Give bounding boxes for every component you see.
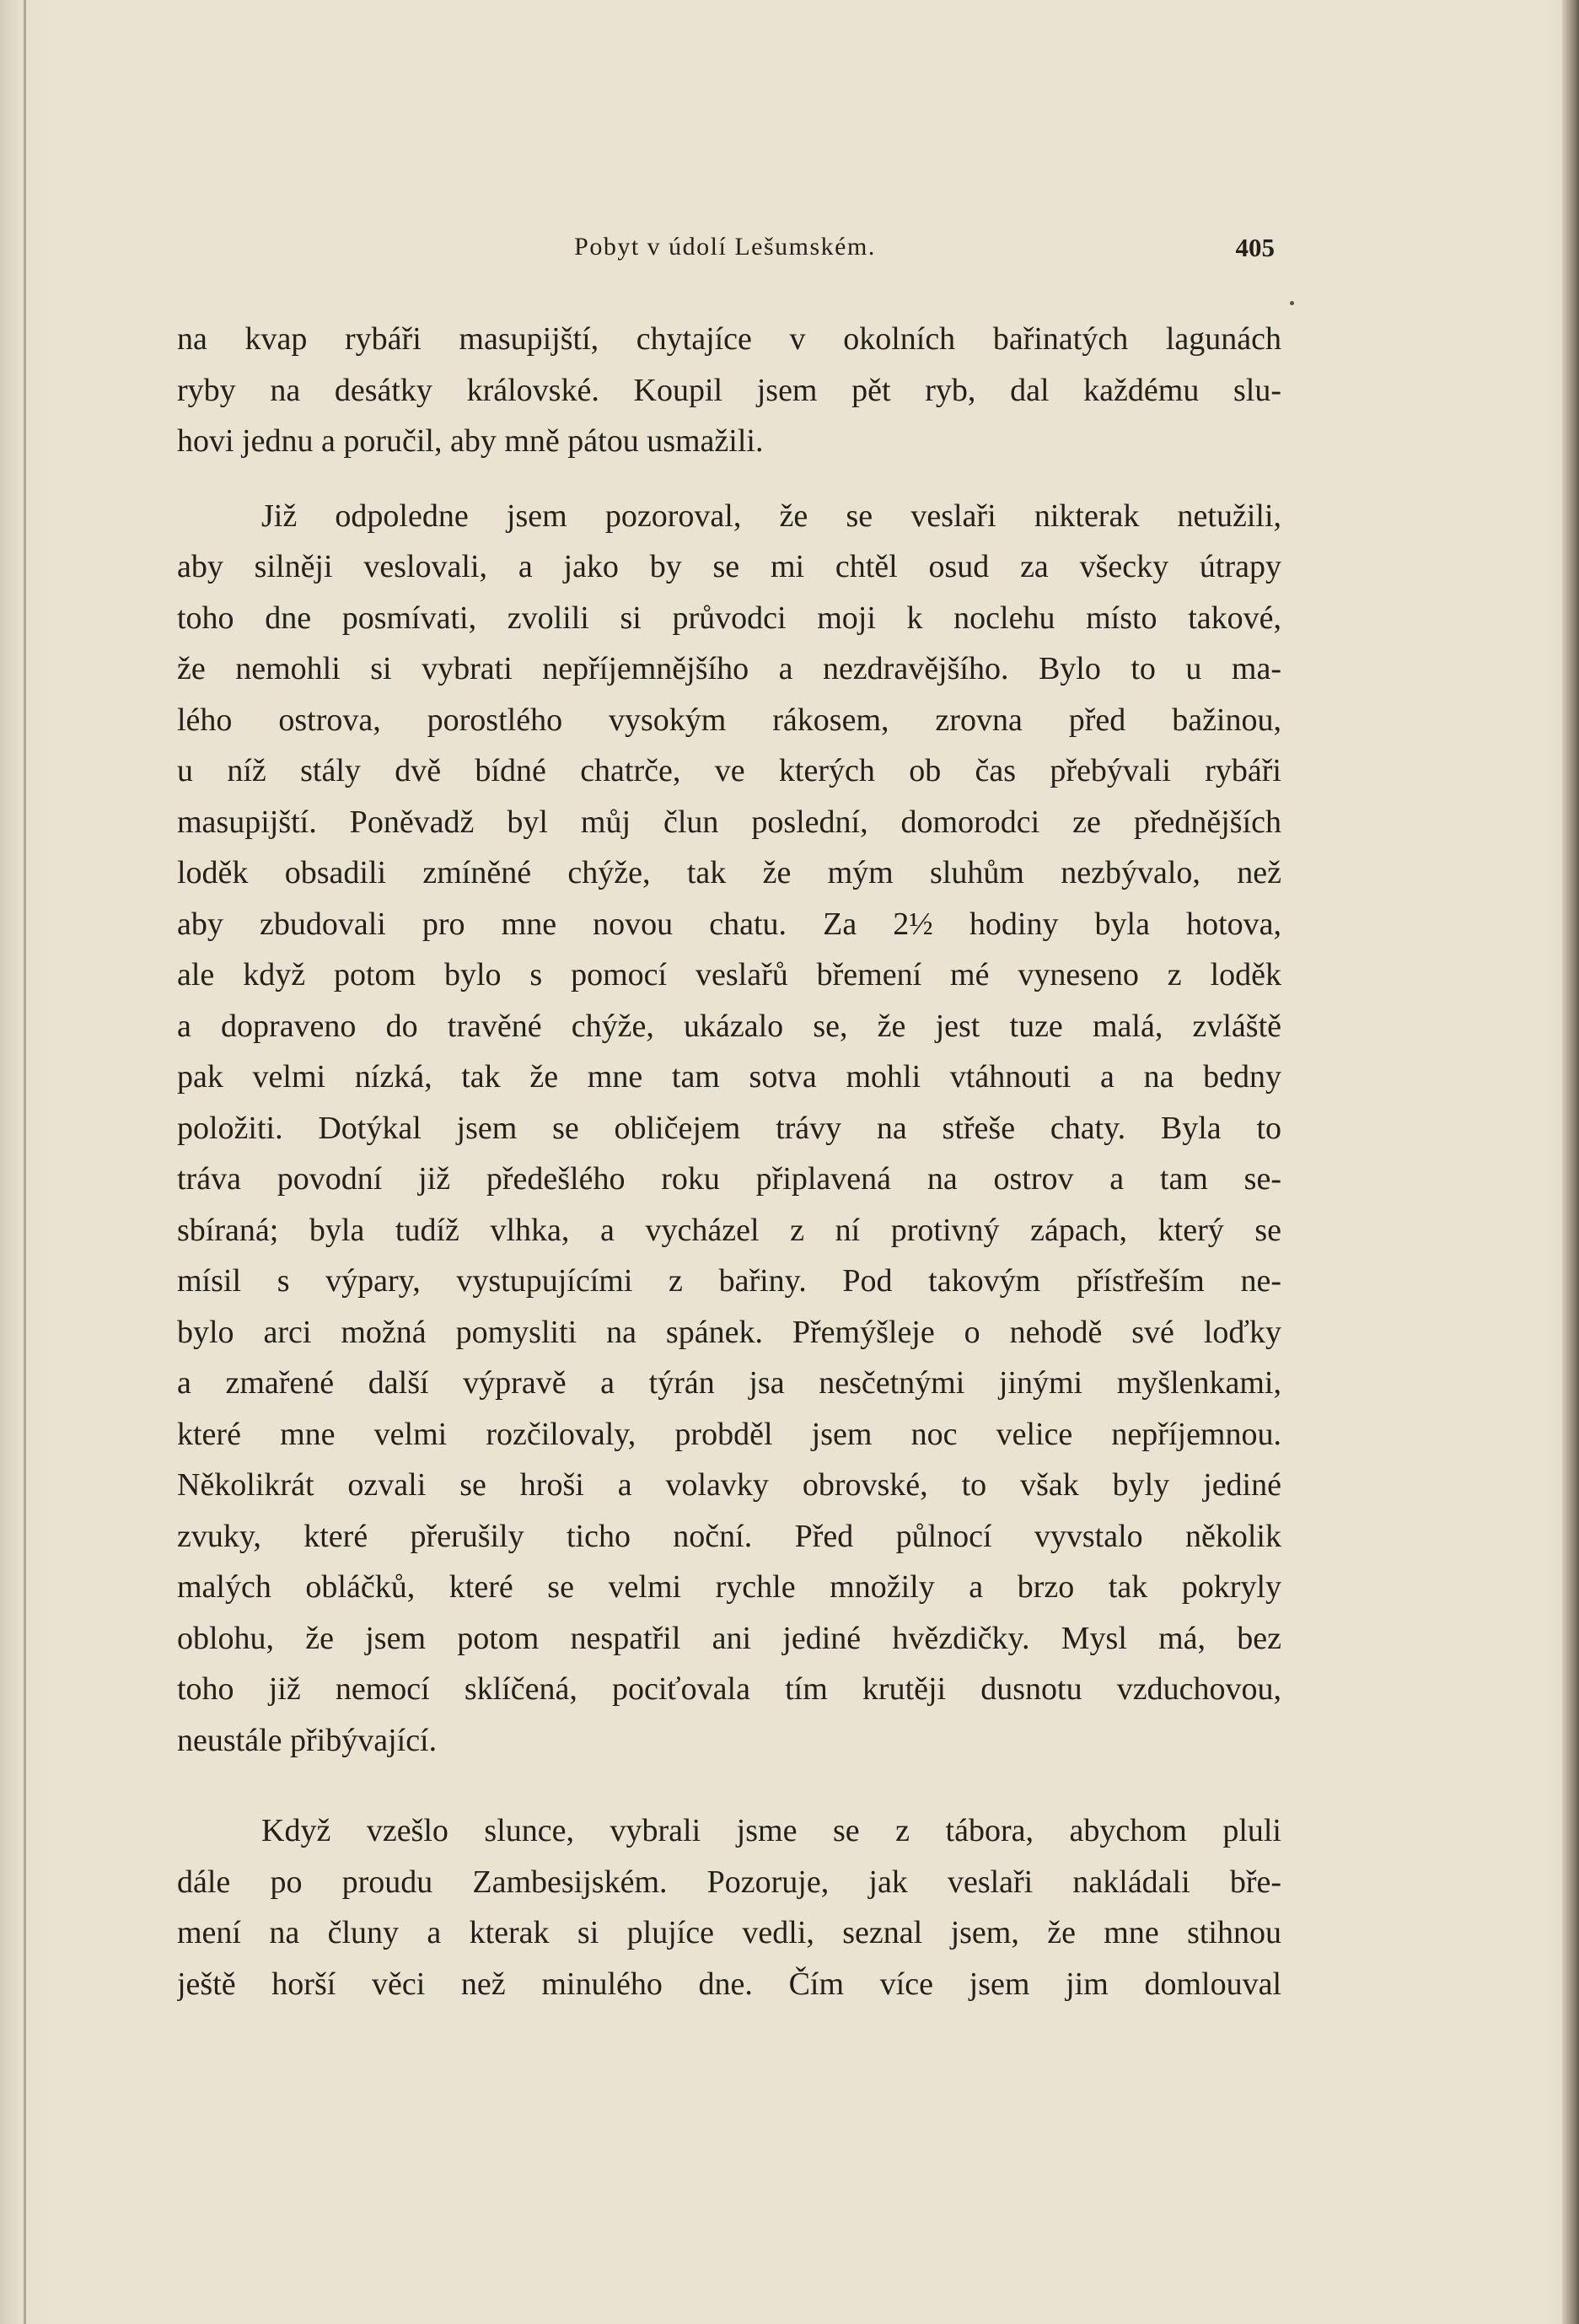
text-line: zvuky, které přerušily ticho noční. Před půlnocí vyvstalo několik — [177, 1518, 1281, 1554]
text-line: dále po proudu Zambesijském. Pozoruje, jak veslaři nakládali bře- — [177, 1864, 1281, 1900]
page-header — [177, 233, 1273, 275]
text-line: sbíraná; byla tudíž vlhka, a vycházel z ní protivný zápach, který se — [177, 1212, 1281, 1248]
text-line: neustále přibývající. — [177, 1722, 438, 1758]
paragraph-gap — [177, 467, 1281, 491]
body-text — [177, 314, 1281, 2009]
text-line: Několikrát ozvali se hroši a volavky obrovské, to však byly jediné — [177, 1467, 1281, 1503]
text-line: pak velmi nízká, tak že mne tam sotva mohli vtáhnouti a na bedny — [177, 1059, 1281, 1095]
text-line: na kvap rybáři masupijští, chytajíce v okolních bařinatých lagunách — [177, 321, 1281, 357]
text-line: a zmařené další výpravě a týrán jsa nesčetnými jinými myšlenkami, — [177, 1365, 1281, 1401]
text-line: oblohu, že jsem potom nespatřil ani jediné hvězdičky. Mysl má, bez — [177, 1620, 1281, 1656]
text-line: aby zbudovali pro mne novou chatu. Za 2½ hodiny byla hotova, — [177, 906, 1281, 942]
text-line: mísil s výpary, vystupujícími z bařiny. Pod takovým přístřeším ne- — [177, 1263, 1281, 1299]
text-line: mení na čluny a kterak si plujíce vedli, seznal jsem, že mne stihnou — [177, 1915, 1281, 1950]
ink-fleck — [1290, 301, 1294, 305]
text-line: u níž stály dvě bídné chatrče, ve kterých ob čas přebývali rybáři — [177, 753, 1281, 788]
page-edge — [1562, 0, 1579, 2324]
text-line: že nemohli si vybrati nepříjemnějšího a nezdravějšího. Bylo to u ma- — [177, 651, 1281, 686]
text-line: toho již nemocí sklíčená, pociťovala tím krutěji dusnotu vzduchovou, — [177, 1671, 1281, 1707]
text-line: hovi jednu a poručil, aby mně pátou usmažili. — [177, 423, 764, 459]
text-line: masupijští. Poněvadž byl můj člun poslední, domorodci ze přednějších — [177, 804, 1281, 840]
text-line: a dopraveno do travěné chýže, ukázalo se, že jest tuze malá, zvláště — [177, 1008, 1281, 1044]
text-line: tráva povodní již předešlého roku připlavená na ostrov a tam se- — [177, 1161, 1281, 1197]
text-line: ryby na desátky královské. Koupil jsem pět ryb, dal každému slu- — [177, 372, 1281, 408]
text-line: bylo arci možná pomysliti na spánek. Přemýšleje o nehodě své loďky — [177, 1314, 1281, 1350]
running-title: Pobyt v údolí Lešumském. — [574, 233, 876, 261]
text-line: položiti. Dotýkal jsem se obličejem trávy na střeše chaty. Byla to — [177, 1110, 1281, 1146]
text-line: toho dne posmívati, zvolili si průvodci moji k noclehu místo takové, — [177, 600, 1281, 636]
page-number: 405 — [1235, 233, 1275, 262]
text-line: ale když potom bylo s pomocí veslařů břemení mé vyneseno z loděk — [177, 957, 1281, 993]
text-line: lého ostrova, porostlého vysokým rákosem, zrovna před bažinou, — [177, 702, 1281, 738]
text-line: loděk obsadili zmíněné chýže, tak že mým sluhům nezbývalo, než — [177, 855, 1281, 890]
text-line: malých obláčků, které se velmi rychle množily a brzo tak pokryly — [177, 1569, 1281, 1605]
binding-edge — [24, 0, 26, 2324]
text-line: které mne velmi rozčilovaly, probděl jsem noc velice nepříjemnou. — [177, 1416, 1281, 1452]
paragraph-gap — [177, 1766, 1281, 1805]
text-line: Již odpoledne jsem pozoroval, že se veslaři nikterak netužili, — [261, 498, 1281, 534]
text-line: Když vzešlo slunce, vybrali jsme se z tábora, abychom pluli — [261, 1813, 1281, 1848]
text-line: ještě horší věci než minulého dne. Čím více jsem jim domlouval — [177, 1966, 1281, 2002]
text-line: aby silněji veslovali, a jako by se mi chtěl osud za všecky útrapy — [177, 549, 1281, 584]
